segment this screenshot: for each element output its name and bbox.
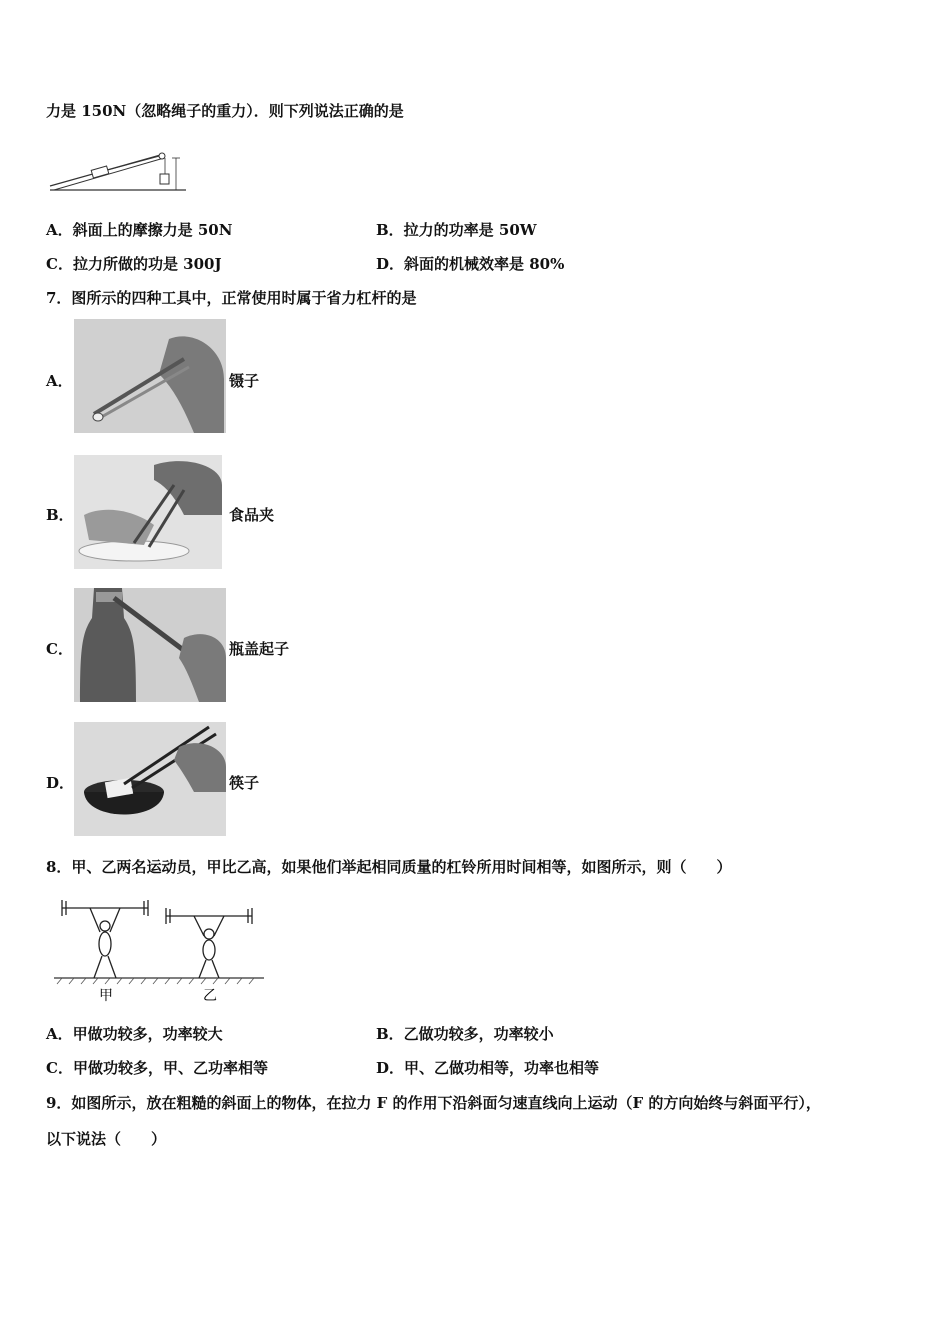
q6-option-a: A．斜面上的摩擦力是 50N	[46, 221, 233, 239]
figure-label-jia: 甲	[99, 988, 113, 1004]
q7-letter-c: C．	[46, 640, 73, 658]
q7-stem: 7．图所示的四种工具中，正常使用时属于省力杠杆的是	[46, 289, 417, 307]
q6-option-c: C．拉力所做的功是 300J	[46, 255, 222, 273]
q7-letter-a: A．	[46, 372, 73, 390]
q8-option-d: D．甲、乙做功相等，功率也相等	[376, 1059, 600, 1077]
q7-caption-c: 瓶盖起子	[229, 640, 290, 658]
q7-caption-b: 食品夹	[229, 506, 275, 524]
q8-option-c: C．甲做功较多，甲、乙功率相等	[46, 1059, 268, 1077]
chopsticks-photo	[74, 722, 226, 836]
tweezers-photo	[74, 319, 226, 433]
q8-option-b: B．乙做功较多，功率较小	[376, 1025, 554, 1043]
q6-intro: 力是 150N（忽略绳子的重力）．则下列说法正确的是	[46, 102, 404, 120]
figure-label-yi: 乙	[203, 988, 217, 1004]
q8-stem: 8．甲、乙两名运动员，甲比乙高，如果他们举起相同质量的杠铃所用时间相等，如图所示，则（ ）	[46, 858, 732, 876]
q9-stem-line1: 9．如图所示，放在粗糙的斜面上的物体，在拉力 F 的作用下沿斜面匀速直线向上运动（F 的方向始终与斜面平行），	[46, 1094, 821, 1112]
q6-option-d: D．斜面的机械效率是 80%	[376, 255, 565, 273]
food-tongs-photo	[74, 455, 222, 569]
q8-option-a: A．甲做功较多，功率较大	[46, 1025, 223, 1043]
bottle-opener-photo	[74, 588, 226, 702]
incline-figure	[46, 140, 186, 196]
q6-option-b: B．拉力的功率是 50W	[376, 221, 537, 239]
q7-letter-b: B．	[46, 506, 74, 524]
q7-letter-d: D．	[46, 774, 75, 792]
weightlifters-figure	[54, 894, 264, 1006]
q9-stem-line2: 以下说法（ ）	[46, 1130, 167, 1148]
q7-caption-d: 筷子	[229, 774, 260, 792]
q7-caption-a: 镊子	[229, 372, 260, 390]
